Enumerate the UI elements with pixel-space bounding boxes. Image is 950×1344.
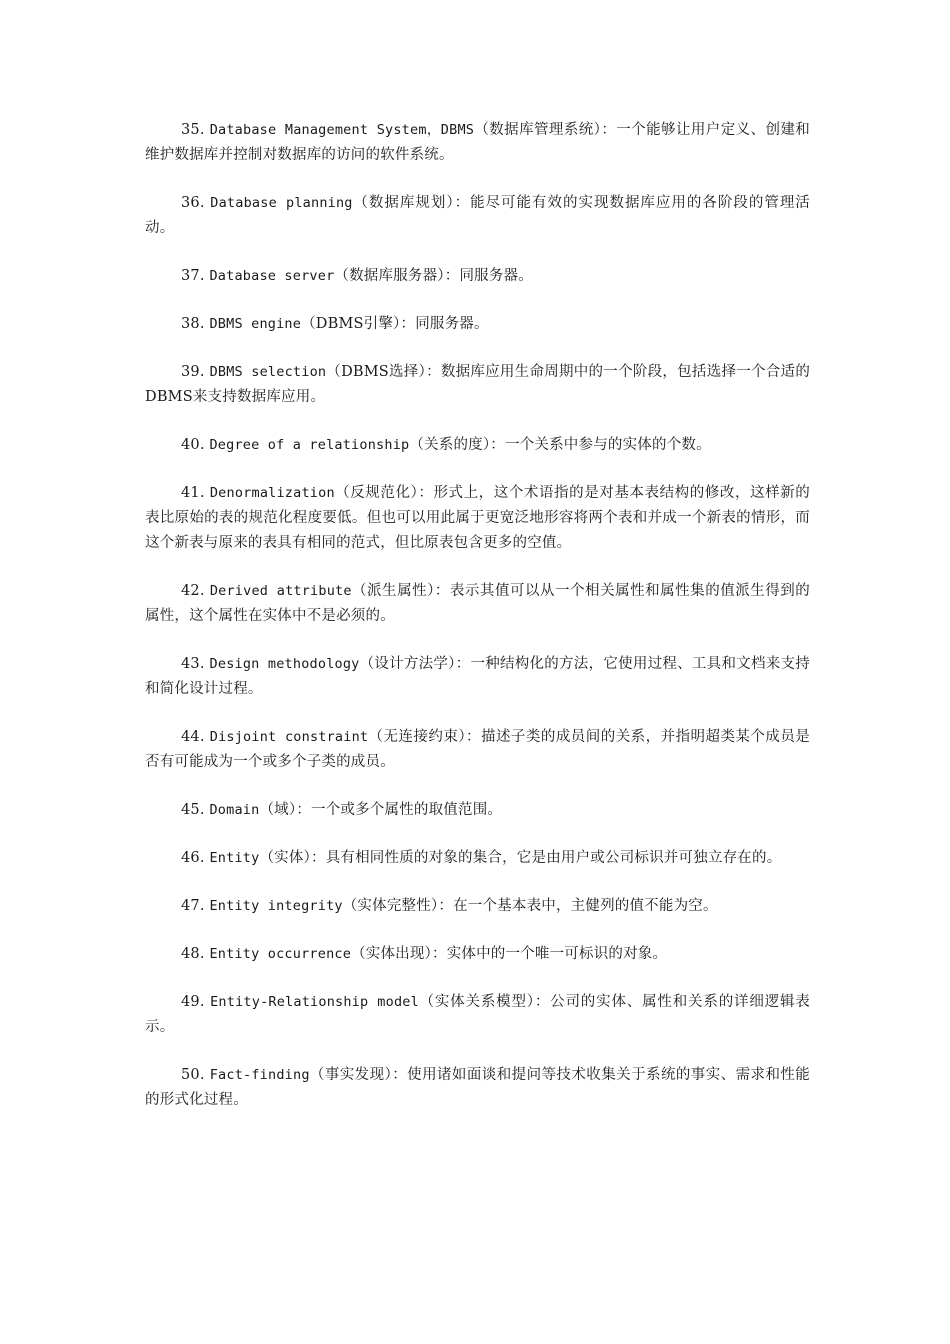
entry-definition: （域）：一个或多个属性的取值范围。: [259, 802, 503, 818]
entry-term: Entity integrity: [209, 898, 343, 914]
entry-term: DBMS engine: [209, 316, 302, 332]
entry-definition: （关系的度）：一个关系中参与的实体的个数。: [409, 437, 711, 453]
entry-term: Database server: [209, 268, 335, 284]
entry-definition: （数据库规划）：能尽可能有效的实现数据库应用的各阶段的管理活动。: [145, 195, 811, 236]
entry-term: Domain: [209, 802, 260, 818]
glossary-entry: [145, 360, 810, 410]
entry-definition: （数据库管理系统）：一个能够让用户定义、创建和维护数据库并控制对数据库的访问的软件系统。: [145, 122, 810, 163]
glossary-entry: [145, 433, 810, 458]
entry-number: 41.: [181, 485, 205, 501]
glossary-entry: [145, 725, 810, 775]
entry-number: 46.: [181, 850, 205, 866]
entry-definition: （实体完整性）：在一个基本表中，主健列的值不能为空。: [342, 898, 718, 914]
entry-term: Entity-Relationship model: [210, 994, 419, 1010]
entry-definition: （DBMS选择）：数据库应用生命周期中的一个阶段，包括选择一个合适的DBMS来支持数据库应用。: [145, 364, 811, 405]
glossary-entry: [145, 312, 810, 337]
entry-number: 42.: [181, 583, 205, 599]
entry-number: 47.: [181, 898, 205, 914]
entry-number: 36.: [181, 195, 205, 211]
glossary-entry: [145, 846, 810, 871]
entry-number: 45.: [181, 802, 205, 818]
glossary-entry: [145, 264, 810, 289]
entry-term: Database planning: [210, 195, 353, 211]
glossary-entry: [145, 894, 810, 919]
glossary-list: [145, 118, 810, 1136]
entry-definition: （实体关系模型）：公司的实体、属性和关系的详细逻辑表示。: [145, 994, 810, 1035]
entry-definition: （设计方法学）：一种结构化的方法，它使用过程、工具和文档来支持和简化设计过程。: [145, 656, 810, 697]
entry-term: Denormalization: [209, 485, 335, 501]
entry-term: Fact-finding: [209, 1067, 310, 1083]
glossary-entry: [145, 191, 810, 241]
entry-number: 40.: [181, 437, 205, 453]
entry-number: 44.: [181, 729, 205, 745]
entry-number: 50.: [181, 1067, 205, 1083]
entry-number: 43.: [181, 656, 205, 672]
glossary-entry: [145, 652, 810, 702]
entry-term: Derived attribute: [209, 583, 352, 599]
entry-number: 39.: [181, 364, 205, 380]
entry-term: Disjoint constraint: [209, 729, 369, 745]
glossary-entry: [145, 942, 810, 967]
glossary-entry: [145, 118, 810, 168]
entry-number: 38.: [181, 316, 205, 332]
glossary-entry: [145, 990, 810, 1040]
entry-definition: （反规范化）：形式上，这个术语指的是对基本表结构的修改，这样新的表比原始的表的规范化程度要低。但也可以用此属于更宽泛地形容将两个表和并成一个新表的情形，而这个新表与原来的表具有相同的范式，但比原表包含更多的空值。: [145, 485, 810, 551]
entry-term: DBMS selection: [209, 364, 327, 380]
entry-definition: （DBMS引擎）：同服务器。: [301, 316, 489, 332]
entry-term: Entity occurrence: [209, 946, 352, 962]
entry-definition: （实体出现）：实体中的一个唯一可标识的对象。: [351, 946, 668, 962]
entry-term: Design methodology: [209, 656, 360, 672]
entry-definition: （派生属性）：表示其值可以从一个相关属性和属性集的值派生得到的属性，这个属性在实体中不是必须的。: [145, 583, 810, 624]
entry-definition: （无连接约束）：描述子类的成员间的关系，并指明超类某个成员是否有可能成为一个或多个子类的成员。: [145, 729, 810, 770]
entry-definition: （事实发现）：使用诸如面谈和提问等技术收集关于系统的事实、需求和性能的形式化过程。: [145, 1067, 811, 1108]
glossary-entry: [145, 579, 810, 629]
entry-number: 37.: [181, 268, 205, 284]
entry-definition: （数据库服务器）：同服务器。: [334, 268, 533, 284]
entry-term: Entity: [209, 850, 260, 866]
entry-definition: （实体）：具有相同性质的对象的集合，它是由用户或公司标识并可独立存在的。: [259, 850, 782, 866]
entry-term: Database Management System，DBMS: [209, 122, 475, 138]
entry-term: Degree of a relationship: [209, 437, 410, 453]
entry-number: 35.: [181, 122, 205, 138]
glossary-entry: [145, 798, 810, 823]
entry-number: 49.: [181, 994, 205, 1010]
glossary-entry: [145, 481, 810, 556]
glossary-entry: [145, 1063, 810, 1113]
entry-number: 48.: [181, 946, 205, 962]
